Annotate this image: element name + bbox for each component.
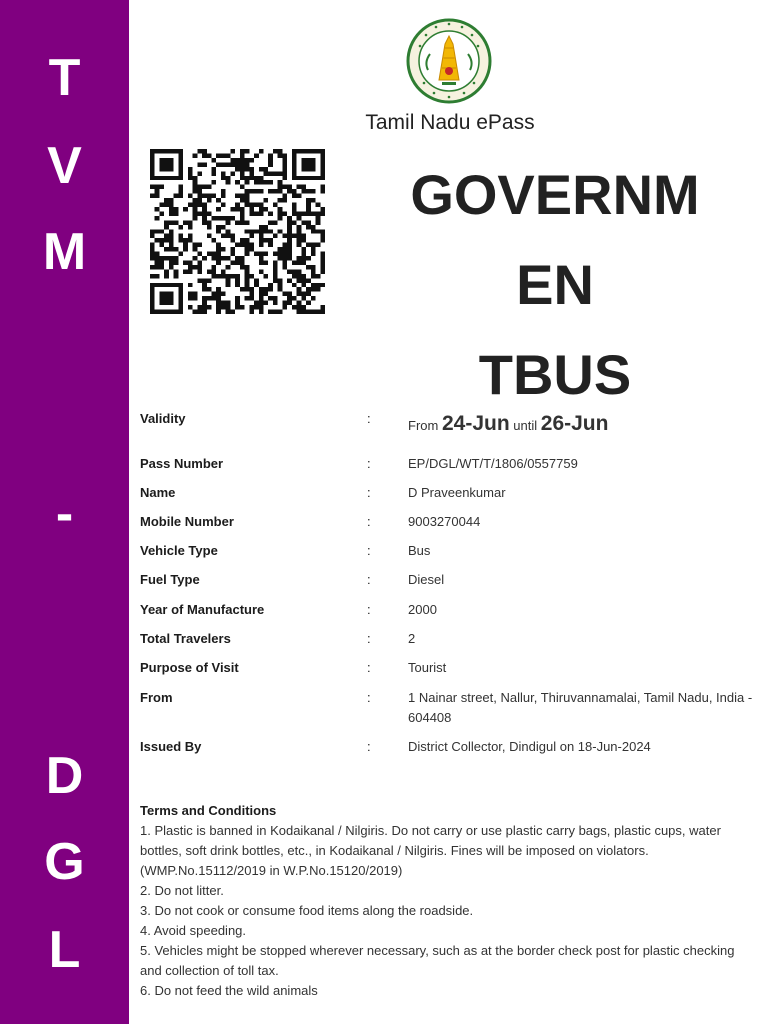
detail-label: Mobile Number — [140, 514, 234, 529]
detail-value: Tourist — [408, 660, 447, 675]
separator: : — [367, 456, 371, 471]
detail-value: District Collector, Dindigul on 18-Jun-2024 — [408, 739, 651, 754]
separator: : — [367, 602, 371, 617]
validity-value — [408, 414, 760, 436]
terms-heading: Terms and Conditions — [140, 803, 277, 818]
detail-value: D Praveenkumar — [408, 485, 506, 500]
vehicle-number-line: TBUS — [478, 343, 632, 406]
detail-value: 1 Nainar street, Nallur, Thiruvannamalai, Tamil Nadu, India - 604408 — [408, 690, 753, 725]
separator: : — [367, 543, 371, 558]
detail-value: Bus — [408, 543, 431, 558]
detail-label: Vehicle Type — [140, 543, 218, 558]
qr-code — [150, 149, 325, 314]
detail-label: Year of Manufacture — [140, 602, 265, 617]
terms-item: 2. Do not litter. — [140, 883, 224, 898]
separator: : — [367, 514, 371, 529]
separator: : — [367, 485, 371, 500]
detail-label: Purpose of Visit — [140, 660, 239, 675]
detail-value: 2000 — [408, 602, 437, 617]
terms-item: 5. Vehicles might be stopped wherever necessary, such as at the border check post for plastic checking and collection of toll tax. — [140, 943, 735, 978]
app-title: Tamil Nadu ePass — [365, 111, 535, 134]
sidebar-letter: L — [48, 921, 81, 979]
vehicle-number — [380, 150, 730, 420]
qr-modules — [150, 149, 325, 314]
vehicle-number-line: GOVERNM — [410, 163, 700, 226]
from-date: 24-Jun — [441, 412, 510, 435]
separator: : — [367, 660, 371, 675]
detail-label: Name — [140, 485, 176, 500]
terms-and-conditions — [140, 801, 755, 1001]
district-sidebar — [0, 0, 129, 1024]
detail-value: EP/DGL/WT/T/1806/0557759 — [408, 456, 578, 471]
vehicle-number-line: EN — [516, 253, 594, 316]
detail-label: Total Travelers — [140, 631, 231, 646]
detail-value: 9003270044 — [408, 514, 481, 529]
detail-label: Fuel Type — [140, 572, 200, 587]
sidebar-letter: D — [45, 747, 84, 805]
separator: : — [367, 739, 371, 754]
terms-item: 4. Avoid speeding. — [140, 923, 247, 938]
detail-label: From — [140, 690, 173, 705]
tamil-nadu-emblem-logo — [406, 18, 492, 104]
sidebar-letter: M — [42, 223, 87, 281]
validity-label: Validity — [140, 411, 186, 426]
until-word: until — [513, 418, 538, 433]
until-date: 26-Jun — [540, 412, 609, 435]
detail-value: Diesel — [408, 572, 445, 587]
detail-label: Pass Number — [140, 456, 224, 471]
sidebar-letter: G — [44, 833, 85, 891]
separator: : — [367, 690, 371, 705]
detail-label: Issued By — [140, 739, 202, 754]
separator: : — [367, 572, 371, 587]
sidebar-letter: T — [48, 49, 81, 107]
terms-item: 3. Do not cook or consume food items along the roadside. — [140, 903, 474, 918]
separator: : — [367, 631, 371, 646]
from-word: From — [408, 418, 439, 433]
sidebar-letter: V — [47, 137, 82, 195]
detail-value: 2 — [408, 631, 416, 646]
terms-item: 6. Do not feed the wild animals — [140, 983, 318, 998]
terms-item: 1. Plastic is banned in Kodaikanal / Nilgiris. Do not carry or use plastic carry bags, plastic cups, water bottles, soft drink bottles, etc., in Kodaikanal / Nilgiris. Fines will be imposed on violators. (WMP.No.15112/2019 in W.P.No.15120/2019) — [140, 823, 721, 878]
sidebar-letter: - — [55, 485, 74, 543]
separator: : — [367, 411, 371, 426]
